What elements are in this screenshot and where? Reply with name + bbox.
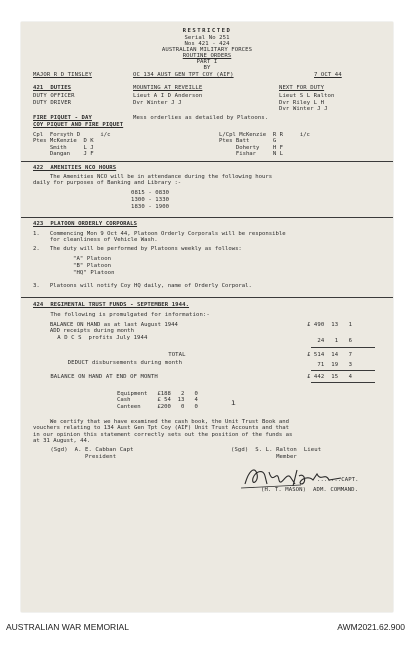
archive-reference: AWM2021.62.900 xyxy=(337,622,405,632)
commander-name: (H. T. MASON) ADM. COMMAND. xyxy=(261,487,359,493)
part-label: PART I xyxy=(196,59,218,65)
duty-role: DUTY DRIVER xyxy=(33,100,72,106)
member-role: Member xyxy=(231,454,297,460)
balance-rule xyxy=(311,370,375,371)
platoon-item: "HQ" Platoon xyxy=(73,270,115,276)
amenities-heading: 422 AMENITIES NCO HOURS xyxy=(33,165,117,171)
platoon-item: "A" Platoon xyxy=(73,256,112,262)
trust-row-amount: 24 1 6 xyxy=(307,338,353,344)
classification: RESTRICTED xyxy=(182,28,232,34)
trust-row-label: TOTAL xyxy=(33,352,186,358)
capt-line: .......CAPT. xyxy=(317,477,359,483)
trust-row-amount: £ 490 13 1 xyxy=(307,322,353,328)
signed-president: (Sgd) A. E. Cabban Capt xyxy=(33,447,134,453)
handwritten-mark: ı xyxy=(231,398,236,407)
order-numbers: Nos 421 - 424 xyxy=(184,41,230,47)
picket-right-list: L/Cpl McKenzie R R i/c Ptes Batt G Doherty H F Fishar N L xyxy=(219,132,310,158)
certification-statement: We certify that we have examined the cash book, the Unit Trust Book and vouchers relating to 134 Aust Gen Tpt Coy (AIF) Unit Trust Accounts and that in our opinion this statement correctly sets out the position of the funds as at 31 August, 44. xyxy=(33,419,293,445)
section-divider xyxy=(21,297,393,298)
picket-left-list: Cpl Forsyth D i/c Ptes McKenzie D K Smith L J Dangan J F xyxy=(33,132,111,158)
major-name: MAJOR R D TINSLEY xyxy=(33,72,92,78)
president-role: President xyxy=(33,454,117,460)
trust-row-label: DEDUCT disbursements during month xyxy=(33,360,183,366)
document-sheet xyxy=(21,22,393,612)
corporals-heading: 423 PLATOON ORDERLY CORPORALS xyxy=(33,221,138,227)
corporals-item-3: 3. Platoons will notify Coy HQ daily, name of Orderly Corporal. xyxy=(33,283,252,289)
corporals-item-2: 2. The duty will be performed by Platoons weekly as follows: xyxy=(33,246,242,252)
serial-number: Serial No 251 xyxy=(184,35,230,41)
section-divider xyxy=(21,161,393,162)
duty-role: DUTY OFFICER xyxy=(33,93,75,99)
fire-picket-note: Mess orderlies as detailed by Platoons. xyxy=(133,115,269,121)
duties-heading: 421 DUTIES xyxy=(33,85,72,91)
duty-next: Dvr Winter J J xyxy=(279,106,328,112)
duty-mounting: Lieut A I D Anderson xyxy=(133,93,203,99)
total-rule xyxy=(311,347,375,348)
order-date: 7 OCT 44 xyxy=(314,72,342,78)
trust-row-amount: £ 514 14 7 xyxy=(307,352,353,358)
trust-row-label: A D C S profits July 1944 xyxy=(33,335,148,341)
trust-row-label: BALANCE ON HAND as at last August 1944 ADD receipts during month xyxy=(49,322,178,335)
amenities-hour: 1300 - 1330 xyxy=(131,197,170,203)
amenities-hour: 0815 - 0830 xyxy=(131,190,170,196)
duty-next: Lieut S L Ralton xyxy=(279,93,335,99)
fire-picket-day-heading: FIRE PIQUET - DAY xyxy=(33,115,92,121)
document-title: ROUTINE ORDERS xyxy=(182,53,232,59)
corporals-item-1: 1. Commencing Mon 9 Oct 44, Platoon Orderly Corporals will be responsible for cleanliness of Vehicle Wash. xyxy=(33,231,286,244)
trust-row-amount: £ 442 15 4 xyxy=(307,374,353,380)
by-label: BY xyxy=(203,65,211,71)
mounting-heading: MOUNTING AT REVEILLE xyxy=(133,85,203,91)
section-divider xyxy=(21,217,393,218)
next-duty-heading: NEXT FOR DUTY xyxy=(279,85,325,91)
balance-double-rule xyxy=(311,382,375,383)
signed-member: (Sgd) S. L. Ralton Lieut xyxy=(231,447,322,453)
archive-credit: AUSTRALIAN WAR MEMORIAL xyxy=(6,622,129,632)
officer-commanding: OC 134 AUST GEN TPT COY (AIF) xyxy=(133,72,234,78)
amenities-text: The Amenities NCO will be in attendance during the following hours daily for purposes of Banking and Library :- xyxy=(33,174,273,187)
duty-mounting: Dvr Winter J J xyxy=(133,100,182,106)
trust-row-amount: 71 19 3 xyxy=(307,362,353,368)
trust-row-label: BALANCE ON HAND AT END OF MONTH xyxy=(33,374,158,380)
coy-picket-heading: COY PIQUET AND FIRE PIQUET xyxy=(33,122,124,128)
fund-breakdown: Equipment £188 2 0 Cash £ 54 13 4 Canteen £200 0 0 xyxy=(117,391,198,410)
force-name: AUSTRALIAN MILITARY FORCES xyxy=(161,47,253,53)
amenities-hour: 1830 - 1900 xyxy=(131,204,170,210)
trust-intro: The following is promulgated for information:- xyxy=(33,312,210,318)
trust-funds-heading: 424 REGIMENTAL TRUST FUNDS - SEPTEMBER 1944. xyxy=(33,302,190,308)
duty-next: Dvr Riley L H xyxy=(279,100,325,106)
platoon-item: "B" Platoon xyxy=(73,263,112,269)
